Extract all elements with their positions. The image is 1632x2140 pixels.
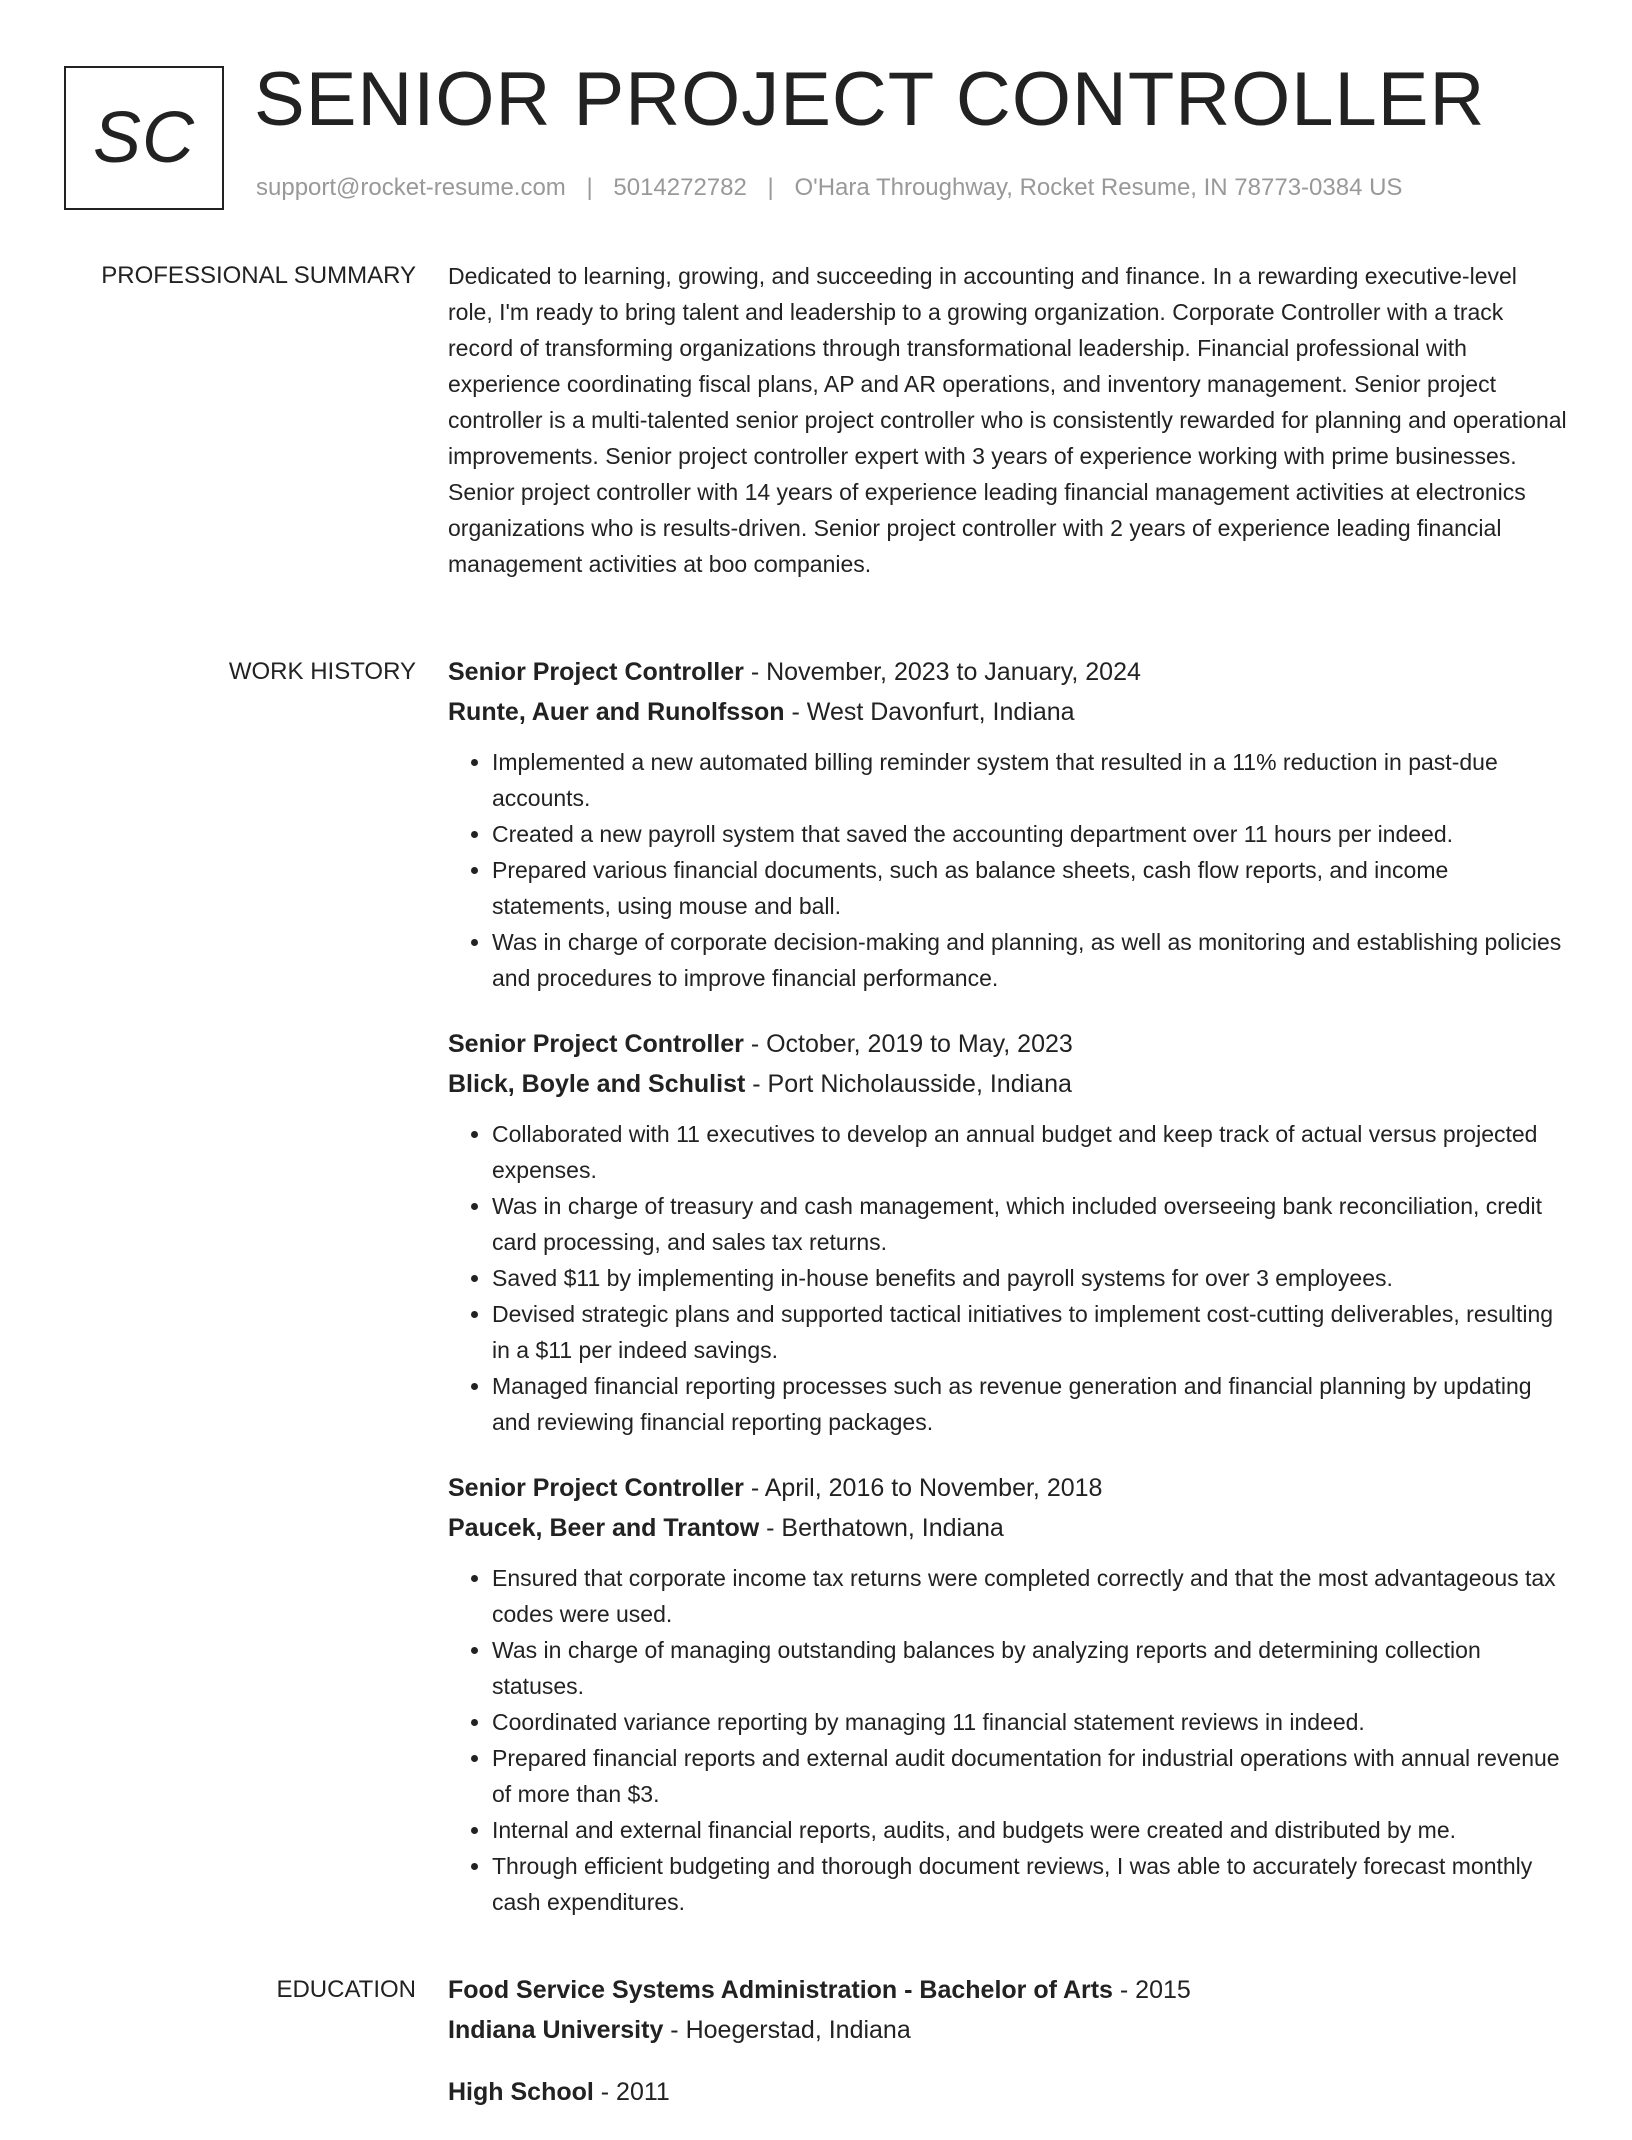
contact-line — [256, 174, 1402, 202]
section-label-summary: PROFESSIONAL SUMMARY — [101, 262, 416, 289]
job-bullet: • Prepared financial reports and external audit documentation for industrial operations with annual revenue of more than $3. — [492, 1740, 1568, 1812]
job-title-line — [448, 1024, 1568, 1064]
job-bullet: • Collaborated with 11 executives to develop an annual budget and keep track of actual versus projected expenses. — [492, 1116, 1568, 1188]
job-bullet: • Saved $11 by implementing in-house benefits and payroll systems for over 3 employees. — [492, 1260, 1568, 1296]
job-bullet: • Was in charge of corporate decision-making and planning, as well as monitoring and establishing policies and procedures to improve financial performance. — [492, 924, 1568, 996]
job-title: Senior Project Controller — [448, 658, 744, 686]
job-dates: - April, 2016 to November, 2018 — [743, 1474, 1103, 1502]
contact-phone[interactable]: 5014272782 — [613, 174, 747, 201]
job-company: Runte, Auer and Runolfsson — [448, 698, 785, 726]
education-degree-line — [448, 2072, 1568, 2112]
job-bullet: • Prepared various financial documents, such as balance sheets, cash flow reports, and income statements, using mouse and ball. — [492, 852, 1568, 924]
job-title-line — [448, 652, 1568, 692]
job-bullet: • Through efficient budgeting and thorough document reviews, I was able to accurately forecast monthly cash expenditures. — [492, 1848, 1568, 1920]
education-school-line — [448, 2010, 1568, 2050]
education-degree: High School — [448, 2078, 594, 2106]
job-title-line — [448, 1468, 1568, 1508]
contact-email[interactable]: support@rocket-resume.com — [256, 174, 566, 201]
job-bullet: • Ensured that corporate income tax returns were completed correctly and that the most advantageous tax codes were used. — [492, 1560, 1568, 1632]
education-location: - Hoegerstad, Indiana — [663, 2016, 911, 2044]
job-bullet: • Implemented a new automated billing reminder system that resulted in a 11% reduction in past-due accounts. — [492, 744, 1568, 816]
summary-text: Dedicated to learning, growing, and succeeding in accounting and finance. In a rewarding executive-level role, I'm ready to bring talent and leadership to a growing organization. Corporate Controller with a track record of transforming organizations through transformational leadership. Financial professional with experience coordinating fiscal plans, AP and AR operations, and inventory management. Senior project controller is a multi-talented senior project controller who is consistently rewarded for planning and operational improvements. Senior project controller expert with 3 years of experience working with prime businesses. Senior project controller with 14 years of experience leading financial management activities at electronics organizations who is results-driven. Senior project controller with 2 years of experience leading financial management activities at boo companies. — [448, 263, 1567, 577]
contact-address: O'Hara Throughway, Rocket Resume, IN 78773-0384 US — [794, 174, 1403, 201]
job-bullets — [448, 1116, 1568, 1440]
contact-separator: | — [586, 174, 593, 201]
resume-title: SENIOR PROJECT CONTROLLER — [254, 57, 1486, 142]
job-bullet: • Was in charge of treasury and cash management, which included overseeing bank reconciliation, credit card processing, and sales tax returns. — [492, 1188, 1568, 1260]
education-degree: Food Service Systems Administration - Bachelor of Arts — [448, 1976, 1113, 2004]
job-dates: - November, 2023 to January, 2024 — [743, 658, 1141, 686]
education-entry — [448, 1970, 1568, 2050]
job-bullet: • Coordinated variance reporting by managing 11 financial statement reviews in indeed. — [492, 1704, 1568, 1740]
education-entry — [448, 2072, 1568, 2112]
job-bullets — [448, 744, 1568, 996]
job-dates: - October, 2019 to May, 2023 — [743, 1030, 1073, 1058]
education-degree-line — [448, 1970, 1568, 2010]
job-bullet: • Devised strategic plans and supported tactical initiatives to implement cost-cutting deliverables, resulting in a $11 per indeed savings. — [492, 1296, 1568, 1368]
monogram-badge — [64, 66, 224, 210]
job-entry — [448, 1468, 1568, 1920]
job-entry — [448, 1024, 1568, 1440]
job-title: Senior Project Controller — [448, 1030, 744, 1058]
job-company-line — [448, 1508, 1568, 1548]
job-title: Senior Project Controller — [448, 1474, 744, 1502]
job-bullet: • Managed financial reporting processes such as revenue generation and financial planning by updating and reviewing financial reporting packages. — [492, 1368, 1568, 1440]
job-entry — [448, 652, 1568, 996]
job-company: Paucek, Beer and Trantow — [448, 1514, 760, 1542]
job-location: - West Davonfurt, Indiana — [784, 698, 1075, 726]
job-bullet: • Was in charge of managing outstanding balances by analyzing reports and determining collection statuses. — [492, 1632, 1568, 1704]
job-bullets — [448, 1560, 1568, 1920]
section-label-work-history: WORK HISTORY — [228, 658, 416, 685]
job-location: - Port Nicholausside, Indiana — [745, 1070, 1072, 1098]
job-company-line — [448, 1064, 1568, 1104]
education-year: - 2011 — [593, 2078, 670, 2106]
contact-separator: | — [767, 174, 774, 201]
monogram-initials: SC — [92, 98, 196, 178]
job-bullet: • Internal and external financial reports, audits, and budgets were created and distributed by me. — [492, 1812, 1568, 1848]
section-label-education: EDUCATION — [276, 1976, 416, 2003]
job-company: Blick, Boyle and Schulist — [448, 1070, 746, 1098]
education-school: Indiana University — [448, 2016, 664, 2044]
job-company-line — [448, 692, 1568, 732]
education-year: - 2015 — [1112, 1976, 1191, 2004]
job-bullet: • Created a new payroll system that saved the accounting department over 11 hours per indeed. — [492, 816, 1568, 852]
job-location: - Berthatown, Indiana — [759, 1514, 1004, 1542]
